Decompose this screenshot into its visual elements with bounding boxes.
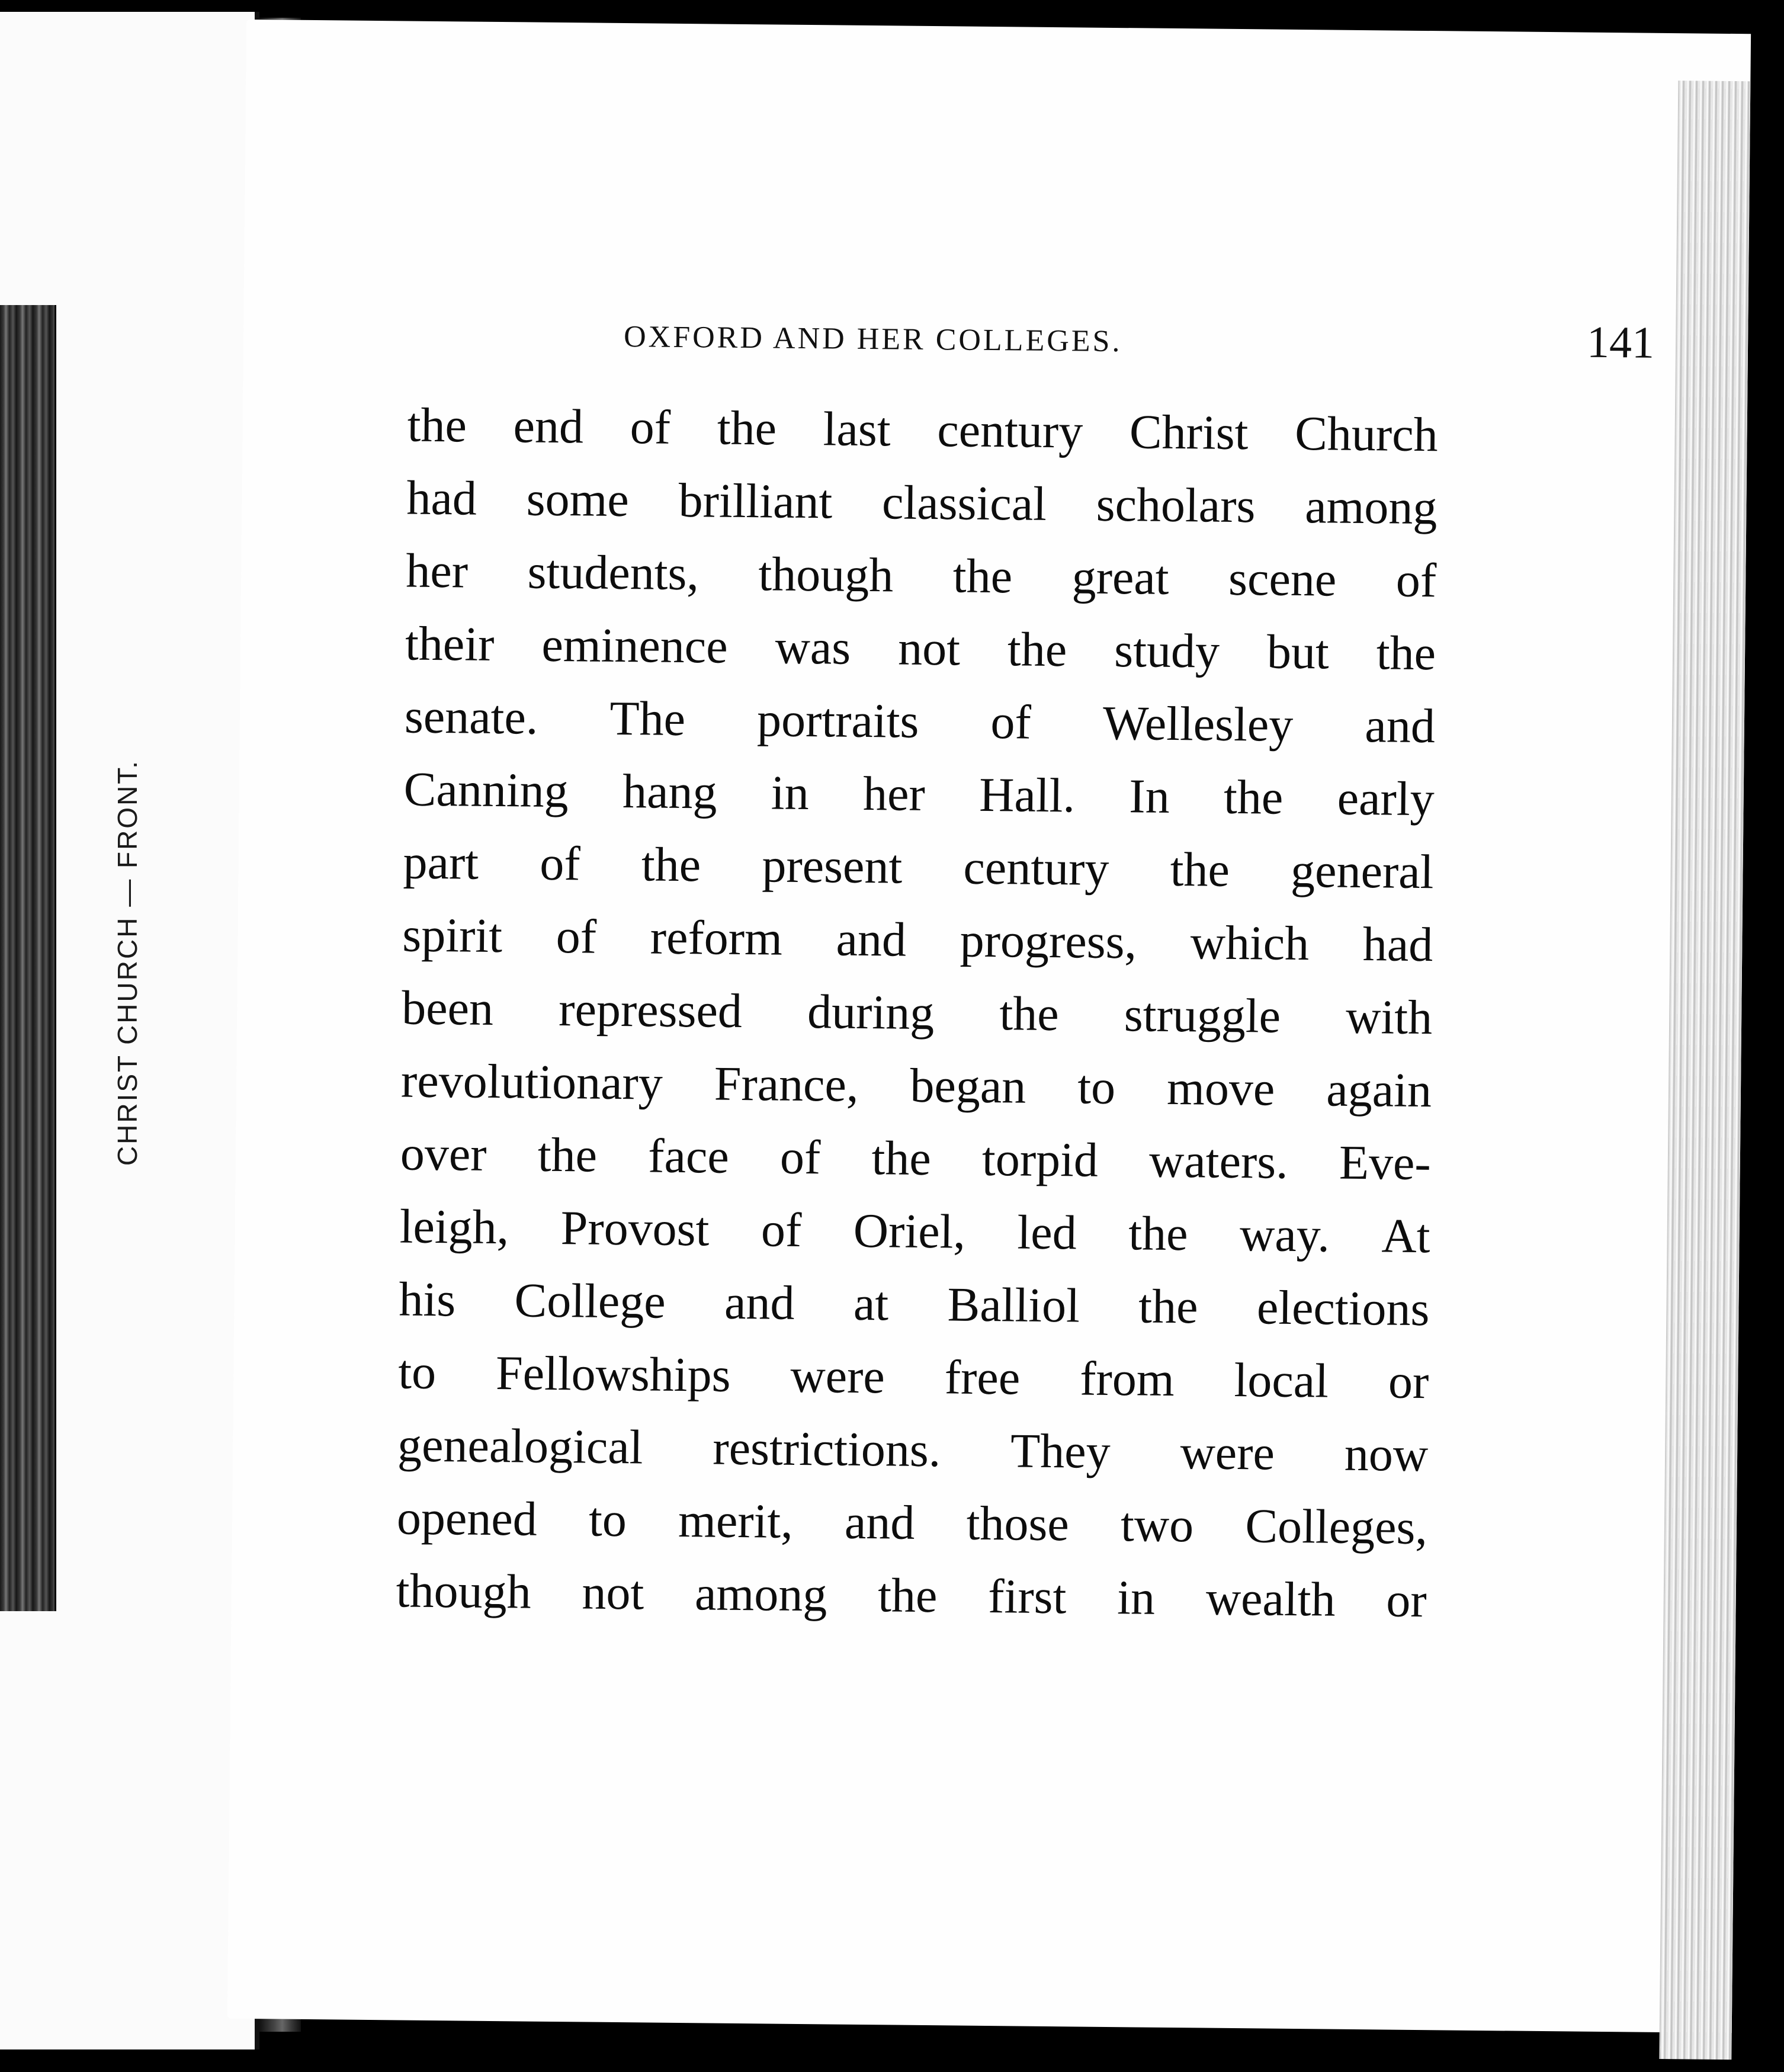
text-line: opened to merit, and those two Colleges, [396,1490,1428,1555]
page-number: 141 [1586,317,1655,368]
left-facing-page [0,12,259,2049]
plate-photograph [0,305,56,1611]
text-line: the end of the last century Christ Church [407,397,1439,462]
text-line: her students, though the great scene of [405,543,1437,608]
text-line: spirit of reform and progress, which had [402,907,1433,972]
text-line: revolutionary France, began to move again [400,1053,1432,1118]
text-line: though not among the first in wealth or [396,1563,1427,1628]
right-text-page [227,20,1751,2033]
text-line: part of the present century the general [403,835,1434,899]
running-head [624,296,1655,377]
text-line: their eminence was not the study but the [405,616,1436,681]
text-line: Canning hang in her Hall. In the early [403,762,1435,826]
page-edges [1659,81,1750,2060]
text-line: genealogical restrictions. They were now [397,1417,1429,1482]
text-line: leigh, Provost of Oriel, led the way. At [399,1199,1430,1263]
text-line: his College and at Balliol the elections [399,1272,1430,1336]
text-line: had some brilliant classical scholars among [406,470,1438,535]
text-line: been repressed during the struggle with [401,980,1433,1045]
running-title: OXFORD AND HER COLLEGES. [623,320,1122,359]
text-line: over the face of the torpid waters. Eve- [400,1126,1432,1191]
plate-caption: CHRIST CHURCH — FRONT. [112,759,143,1166]
text-line: to Fellowships were free from local or [397,1345,1429,1409]
body-text [396,389,1438,1637]
text-line: senate. The portraits of Wellesley and [404,689,1436,753]
